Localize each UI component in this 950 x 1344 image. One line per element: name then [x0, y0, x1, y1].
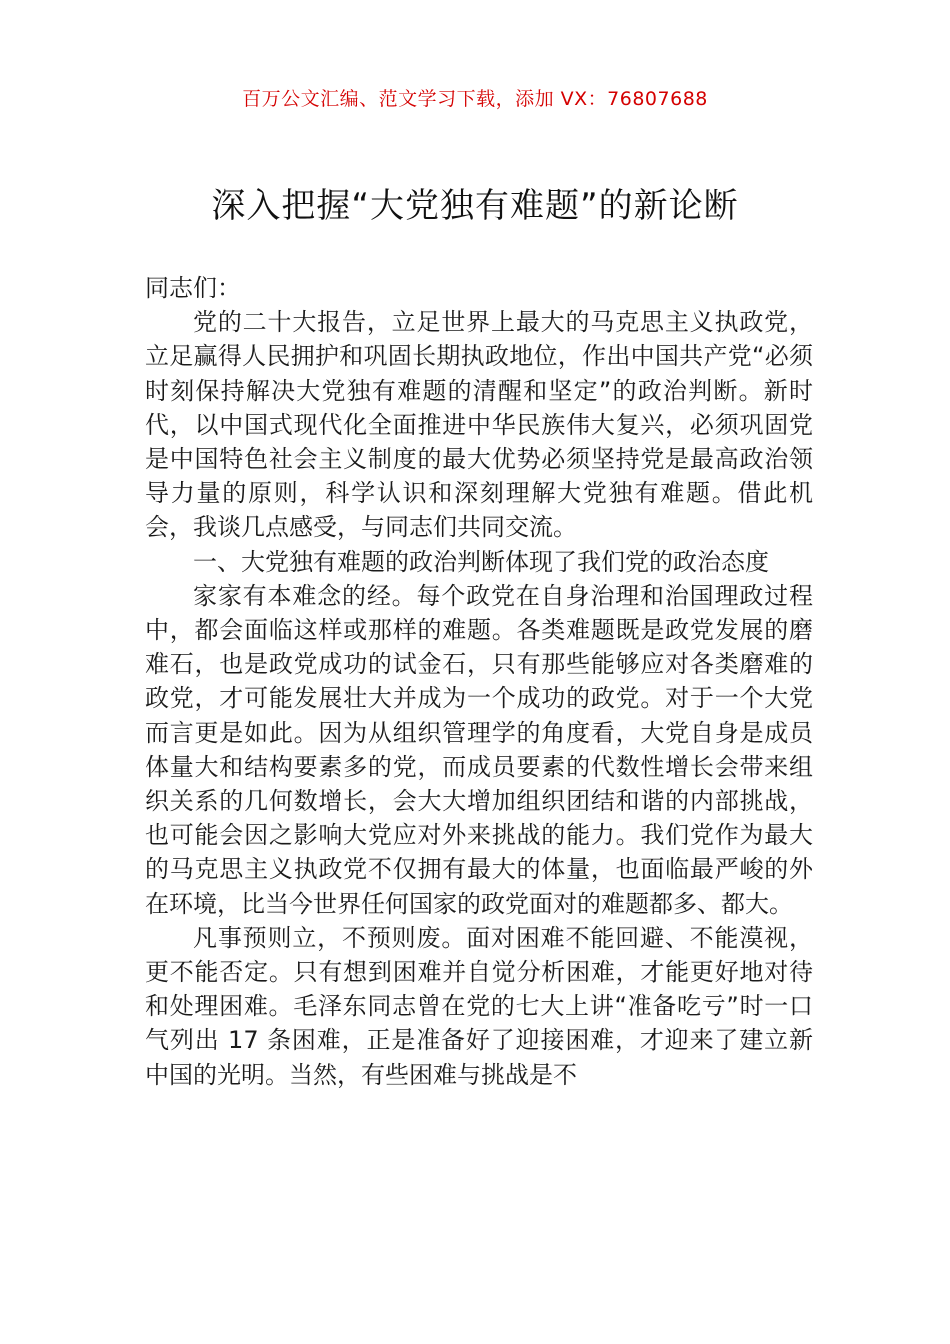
- document-title: 深入把握“大党独有难题”的新论断: [211, 186, 739, 226]
- section-heading-1: 一、大党独有难题的政治判断体现了我们党的政治态度: [193, 547, 769, 576]
- paragraph-difficulties: 家家有本难念的经。每个政党在自身治理和治国理政过程中，都会面临这样或那样的难题。各类难题既是政党发展的磨难石，也是政党成功的试金石，只有那些能够应对各类磨难的政党，才可能发展壮大并成为一个成功的政党。对于一个大党而言更是如此。因为从组织管理学的角度看，大党自身是成员体量大和结构要素多的党，而成员要素的代数性增长会带来组织关系的几何数增长，会大大增加组织团结和谐的内部挑战，也可能会因之影响大党应对外来挑战的能力。我们党作为最大的马克思主义执政党不仅拥有最大的体量，也面临最严峻的外在环境，比当今世界任何国家的政党面对的难题都多、都大。: [145, 581, 813, 918]
- paragraph-preparation: 凡事预则立，不预则废。面对困难不能回避、不能漠视，更不能否定。只有想到困难并自觉分析困难，才能更好地对待和处理困难。毛泽东同志曾在党的七大上讲“准备吃亏”时一口气列出 17 条困难，正是准备好了迎接困难，才迎来了建立新中国的光明。当然，有些困难与挑战是不: [145, 923, 813, 1089]
- document-body: [145, 271, 813, 1092]
- download-banner: 百万公文汇编、范文学习下载，添加 VX：76807688: [242, 88, 708, 110]
- salutation: 同志们：: [145, 274, 241, 302]
- paragraph-intro: 党的二十大报告，立足世界上最大的马克思主义执政党，立足赢得人民拥护和巩固长期执政地位，作出中国共产党“必须时刻保持解决大党独有难题的清醒和坚定”的政治判断。新时代，以中国式现代化全面推进中华民族伟大复兴，必须巩固党是中国特色社会主义制度的最大优势必须坚持党是最高政治领导力量的原则，科学认识和深刻理解大党独有难题。借此机会，我谈几点感受，与同志们共同交流。: [145, 308, 813, 542]
